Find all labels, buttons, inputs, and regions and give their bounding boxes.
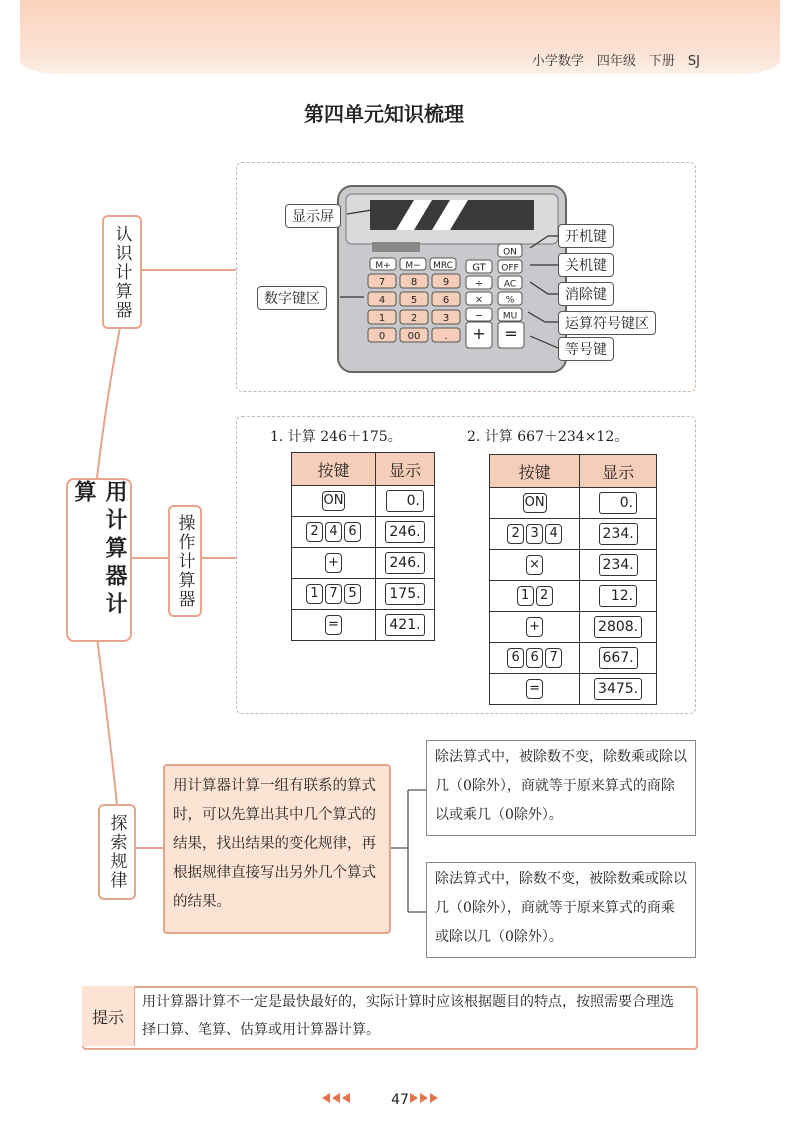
digit-key-label: 2 (410, 313, 418, 324)
main-topic-label: 用计算器计算 (71, 480, 127, 620)
equals-key-label: = (504, 324, 518, 343)
key-glyph: 6 (344, 522, 361, 542)
display-value: 0. (386, 490, 424, 512)
memory-key-label: M− (405, 261, 421, 271)
key-glyph: ON (322, 491, 346, 511)
keys-cell (292, 517, 376, 548)
digit-key-label: 8 (410, 277, 418, 288)
table-row (292, 486, 435, 517)
key-glyph: 6 (507, 648, 524, 668)
header-keys: 按键 (292, 453, 376, 486)
table-row (490, 674, 657, 705)
display-value: 12. (599, 585, 637, 607)
table-row (490, 519, 657, 550)
book-header: 小学数学 四年级 下册 SJ (531, 54, 700, 69)
key-glyph: 7 (325, 584, 342, 604)
key-glyph: + (526, 617, 543, 637)
display-cell (375, 486, 434, 517)
function-key-label: % (505, 295, 515, 306)
display-cell (580, 581, 657, 612)
table-row (490, 581, 657, 612)
table-row (490, 643, 657, 674)
display-value: 421. (385, 614, 424, 636)
keys-cell (490, 612, 580, 643)
display-cell (375, 579, 434, 610)
digit-key-label: . (444, 331, 448, 342)
key-glyph: 4 (325, 522, 342, 542)
key-glyph: + (325, 553, 342, 573)
display-value: 246. (385, 521, 424, 543)
task-1-label: 1. 计算 246＋175。 (270, 429, 402, 445)
branch-operate: 操作计算器 (168, 505, 202, 617)
table-row (490, 612, 657, 643)
display-cell (580, 519, 657, 550)
key-glyph: ON (523, 493, 547, 513)
digit-key-label: 1 (378, 313, 386, 324)
keys-cell (292, 548, 376, 579)
keys-cell (490, 674, 580, 705)
key-glyph: = (325, 615, 342, 635)
digit-key-label: 4 (378, 295, 386, 306)
tip-label: 提示 (82, 986, 135, 1046)
display-cell (375, 610, 434, 641)
table-row (292, 610, 435, 641)
display-value: 246. (385, 552, 424, 574)
keys-cell (490, 643, 580, 674)
plus-key-label: + (472, 324, 486, 343)
branch-recognize: 认识计算器 (102, 215, 142, 329)
keys-cell (292, 579, 376, 610)
branch-explore: 探索规律 (98, 804, 136, 900)
function-key-label: MU (502, 311, 518, 322)
calculator-illustration (236, 162, 694, 390)
header-keys: 按键 (490, 455, 580, 488)
keys-cell (292, 486, 376, 517)
key-glyph: 7 (545, 648, 562, 668)
callout-on-key: 开机键 (558, 224, 614, 248)
page-number: 47 (391, 1092, 409, 1108)
digit-key-label: 7 (378, 277, 386, 288)
display-cell (580, 550, 657, 581)
display-cell (580, 488, 657, 519)
rule-result-1: 除法算式中，被除数不变，除数乘或除以几（0除外），商就等于原来算式的商除以或乘几（0除外）。 (426, 740, 696, 836)
function-key-label: ON (503, 247, 517, 258)
display-value: 234. (599, 554, 638, 576)
header-display: 显示 (375, 453, 434, 486)
key-glyph: 3 (526, 524, 543, 544)
table-row (490, 550, 657, 581)
main-topic-box (66, 478, 132, 642)
display-value: 667. (599, 647, 638, 669)
display-cell (580, 612, 657, 643)
key-glyph: 6 (526, 648, 543, 668)
page-title: 第四单元知识梳理 (304, 102, 464, 126)
display-value: 0. (599, 492, 637, 514)
operator-key-label: × (474, 294, 484, 306)
operator-key-label: ÷ (474, 278, 484, 290)
callout-off-key: 关机键 (558, 253, 614, 277)
memory-key-label: M+ (375, 261, 391, 271)
key-glyph: 2 (306, 522, 323, 542)
key-glyph: 1 (306, 584, 323, 604)
function-key-label: AC (503, 279, 517, 290)
table-row (292, 579, 435, 610)
display-cell (375, 548, 434, 579)
task-2-label: 2. 计算 667＋234×12。 (467, 429, 629, 445)
digit-key-label: 5 (410, 295, 418, 306)
operator-key-label: GT (472, 262, 486, 274)
callout-digit-area: 数字键区 (257, 286, 327, 310)
keys-cell (292, 610, 376, 641)
key-glyph: 2 (507, 524, 524, 544)
key-glyph: × (526, 555, 543, 575)
header-display: 显示 (580, 455, 657, 488)
task-2-table (489, 454, 657, 705)
table-row (292, 517, 435, 548)
display-cell (375, 517, 434, 548)
callout-operator-area: 运算符号键区 (558, 311, 656, 335)
keys-cell (490, 550, 580, 581)
table-row (490, 488, 657, 519)
display-cell (580, 674, 657, 705)
callout-display: 显示屏 (285, 204, 341, 228)
tip-text: 用计算器计算不一定是最快最好的，实际计算时应该根据题目的特点，按照需要合理选择口算、笔算、估算或用计算器计算。 (142, 994, 674, 1038)
key-glyph: 4 (545, 524, 562, 544)
display-value: 175. (385, 583, 424, 605)
key-glyph: 2 (536, 586, 553, 606)
keys-cell (490, 581, 580, 612)
display-value: 2808. (594, 616, 642, 638)
key-glyph: 5 (344, 584, 361, 604)
memory-key-label: MRC (433, 261, 453, 271)
digit-key-label: 6 (442, 295, 450, 306)
digit-key-label: 9 (442, 277, 450, 288)
key-glyph: = (526, 679, 543, 699)
digit-key-label: 00 (407, 331, 421, 342)
callout-equals-key: 等号键 (558, 337, 614, 361)
table-row (292, 548, 435, 579)
rule-result-2: 除法算式中，除数不变，被除数乘或除以几（0除外），商就等于原来算式的商乘或除以几（0除外）。 (426, 862, 696, 958)
callout-clear-key: 消除键 (558, 282, 614, 306)
display-value: 3475. (594, 678, 642, 700)
display-value: 234. (599, 523, 638, 545)
digit-key-label: 3 (442, 313, 450, 324)
key-glyph: 1 (517, 586, 534, 606)
digit-key-label: 0 (378, 331, 386, 342)
keys-cell (490, 519, 580, 550)
keys-cell (490, 488, 580, 519)
solar-panel (372, 242, 420, 252)
function-key-label: OFF (501, 263, 519, 274)
display-cell (580, 643, 657, 674)
task-1-table (291, 452, 435, 641)
rule-description: 用计算器计算一组有联系的算式时，可以先算出其中几个算式的结果，找出结果的变化规律，再根据规律直接写出另外几个算式的结果。 (163, 764, 391, 934)
operator-key-label: − (474, 310, 484, 322)
